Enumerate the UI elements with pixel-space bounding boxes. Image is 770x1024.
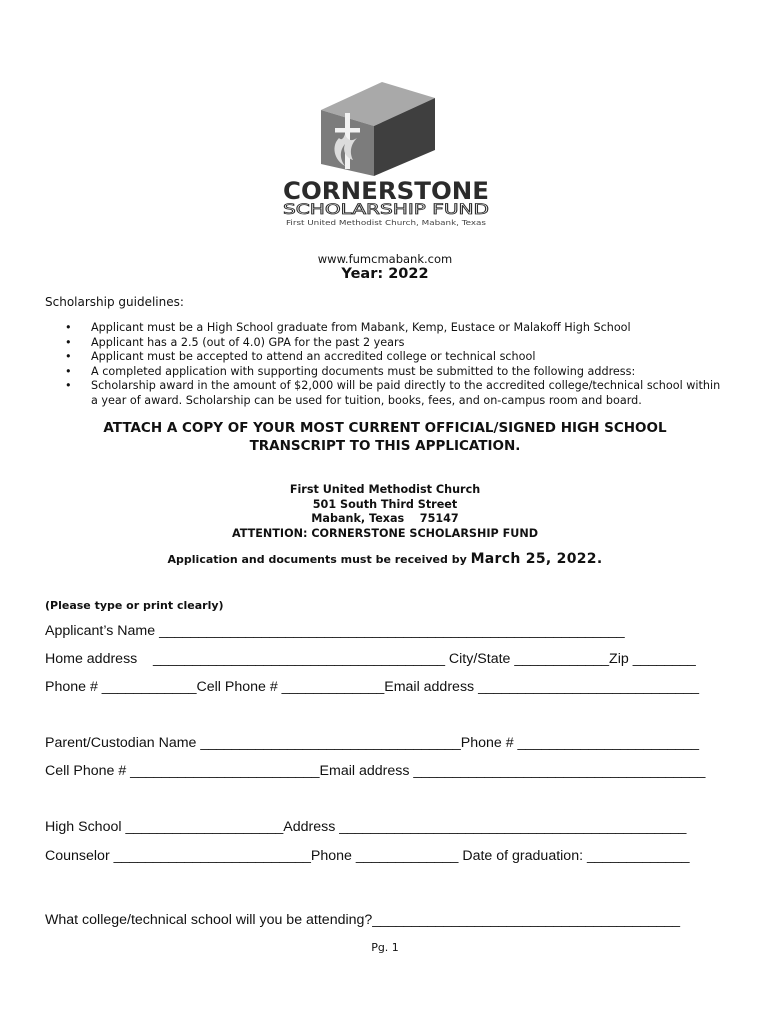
logo-title: CORNERSTONE: [283, 177, 489, 205]
address-line-2: 501 South Third Street: [312, 497, 458, 511]
guidelines-list: [45, 321, 725, 408]
cornerstone-logo: [279, 80, 493, 228]
guidelines-title: Scholarship guidelines:: [45, 295, 184, 309]
guideline-item: [45, 379, 725, 408]
address-line-3: Mabank, Texas 75147: [311, 512, 459, 525]
counselor-phone-graduation-field[interactable]: Counselor _________________________Phone _____________ Date of graduation: _____________: [45, 848, 690, 864]
print-instruction: (Please type or print clearly): [45, 599, 224, 612]
address-line-1: First United Methodist Church: [289, 483, 481, 496]
guideline-text: Applicant has a 2.5 (out of 4.0) GPA for the past 2 years: [91, 335, 405, 349]
bullet: •: [65, 379, 72, 392]
guideline-item: [45, 350, 725, 365]
guideline-item: [45, 321, 725, 336]
home-address-field[interactable]: Home address _____________________________________ City/State ____________Zip ________: [45, 651, 696, 667]
guideline-item: [45, 365, 725, 380]
applicant-name-field[interactable]: Applicant’s Name ___________________________________________________________: [45, 623, 625, 639]
transcript-notice: [0, 419, 770, 455]
website-link[interactable]: www.fumcmabank.com: [317, 252, 453, 266]
guideline-text: A completed application with supporting documents must be submitted to the following address:: [91, 364, 636, 378]
parent-cell-email-field[interactable]: Cell Phone # ________________________Email address _____________________________________: [45, 763, 706, 779]
college-attending-field[interactable]: What college/technical school will you be attending?_______________________________________: [45, 912, 681, 928]
guideline-item: [45, 336, 725, 351]
year-heading: Year: 2022: [341, 266, 429, 282]
deadline-text: Application and documents must be received by: [167, 553, 471, 566]
parent-name-phone-field[interactable]: Parent/Custodian Name _________________________________Phone # _______________________: [45, 735, 700, 751]
deadline-date: March 25, 2022.: [470, 551, 603, 567]
high-school-address-field[interactable]: High School ____________________Address ____________________________________________: [45, 819, 687, 835]
bullet: •: [65, 350, 72, 363]
address-line-4: ATTENTION: CORNERSTONE SCHOLARSHIP FUND: [231, 526, 538, 540]
guideline-text: Applicant must be accepted to attend an accredited college or technical school: [91, 350, 536, 363]
transcript-notice-line-2: TRANSCRIPT TO THIS APPLICATION.: [249, 438, 521, 454]
page-number: Pg. 1: [371, 941, 399, 954]
guideline-text: Scholarship award in the amount of $2,000 will be paid directly to the accredited college/technical school within a year of award. Scholarship can be used for tuition, books, fees, and on-campus room and board.: [91, 379, 721, 407]
bullet: •: [65, 335, 72, 349]
deadline-notice: [0, 551, 770, 567]
mailing-address: [0, 483, 770, 541]
guideline-text: Applicant must be a High School graduate from Mabank, Kemp, Eustace or Malakoff High School: [91, 321, 631, 334]
logo-subtitle: SCHOLARSHIP FUND: [283, 202, 489, 218]
bullet: •: [65, 321, 72, 334]
bullet: •: [65, 364, 72, 378]
transcript-notice-line-1: ATTACH A COPY OF YOUR MOST CURRENT OFFICIAL/SIGNED HIGH SCHOOL: [103, 420, 667, 436]
phone-email-field[interactable]: Phone # ____________Cell Phone # _____________Email address ____________________________: [45, 679, 700, 695]
logo-tagline: First United Methodist Church, Mabank, Texas: [286, 218, 487, 227]
